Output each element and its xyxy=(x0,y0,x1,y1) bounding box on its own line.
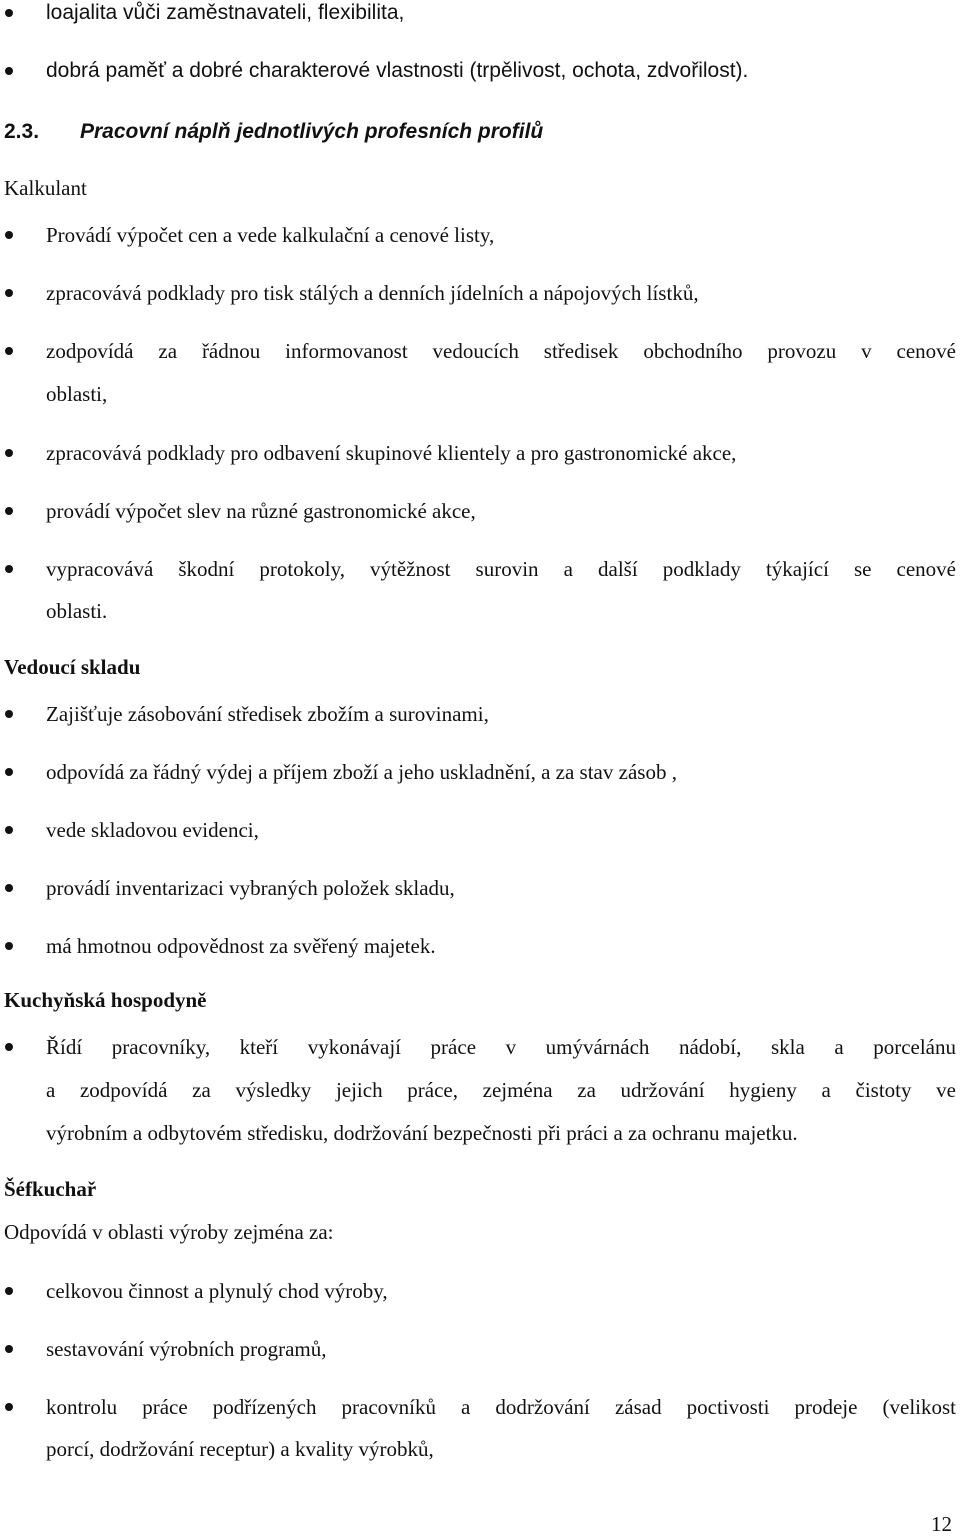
list-item: Zajišťuje zásobování středisek zbožím a surovinami, xyxy=(46,702,489,726)
bullet-icon xyxy=(5,449,13,457)
list-item: loajalita vůči zaměstnavateli, flexibilita, xyxy=(46,1,405,24)
list-item: celkovou činnost a plynulý chod výroby, xyxy=(46,1279,388,1303)
subheading-sefkuchar: Šéfkuchař xyxy=(4,1177,97,1201)
bullet-icon xyxy=(5,768,13,776)
subheading-kalkulant: Kalkulant xyxy=(4,176,87,200)
paragraph-line: výrobním a odbytovém středisku, dodržování bezpečnosti při práci a za ochranu majetku. xyxy=(46,1121,798,1145)
bullet-icon xyxy=(5,347,13,355)
bullet-icon xyxy=(5,710,13,718)
bullet-icon xyxy=(5,289,13,297)
bullet-icon xyxy=(5,1043,13,1051)
bullet-icon xyxy=(5,507,13,515)
list-item: kontrolu práce podřízených pracovníků a dodržování zásad poctivosti prodeje (velikost xyxy=(46,1395,956,1419)
list-item: provádí výpočet slev na různé gastronomické akce, xyxy=(46,499,476,523)
list-item: dobrá paměť a dobré charakterové vlastnosti (trpělivost, ochota, zdvořilost). xyxy=(46,59,749,82)
list-item: zpracovává podklady pro odbavení skupinové klientely a pro gastronomické akce, xyxy=(46,441,737,465)
bullet-icon xyxy=(5,884,13,892)
bullet-icon xyxy=(5,942,13,950)
list-item-continuation: oblasti. xyxy=(46,599,108,623)
list-item-continuation: porcí, dodržování receptur) a kvality výrobků, xyxy=(46,1437,434,1461)
list-item: zodpovídá za řádnou informovanost vedoucích středisek obchodního provozu v cenové xyxy=(46,339,956,363)
list-item: vede skladovou evidenci, xyxy=(46,818,259,842)
bullet-icon xyxy=(5,9,13,17)
list-item: vypracovává škodní protokoly, výtěžnost surovin a další podklady týkající se cenové xyxy=(46,557,956,581)
subheading-vedouci-skladu: Vedoucí skladu xyxy=(4,655,141,679)
list-item: provádí inventarizaci vybraných položek skladu, xyxy=(46,876,455,900)
list-item: má hmotnou odpovědnost za svěřený majetek. xyxy=(46,934,436,958)
page-number: 12 xyxy=(931,1512,952,1536)
list-item-continuation: oblasti, xyxy=(46,382,108,406)
bullet-icon xyxy=(5,1403,13,1411)
subheading-kuchynska-hospodyne: Kuchyňská hospodyně xyxy=(4,988,207,1012)
list-item: sestavování výrobních programů, xyxy=(46,1337,327,1361)
bullet-icon xyxy=(5,826,13,834)
section-number: 2.3. xyxy=(4,120,40,143)
list-item: zpracovává podklady pro tisk stálých a denních jídelních a nápojových lístků, xyxy=(46,281,699,305)
bullet-icon xyxy=(5,67,13,75)
intro-text: Odpovídá v oblasti výroby zejména za: xyxy=(4,1220,334,1244)
section-title: Pracovní náplň jednotlivých profesních profilů xyxy=(80,120,544,143)
bullet-icon xyxy=(5,1287,13,1295)
bullet-icon xyxy=(5,1345,13,1353)
bullet-icon xyxy=(5,565,13,573)
list-item: Provádí výpočet cen a vede kalkulační a cenové listy, xyxy=(46,223,495,247)
paragraph-line: Řídí pracovníky, kteří vykonávají práce v umývárnách nádobí, skla a porcelánu xyxy=(46,1035,956,1059)
bullet-icon xyxy=(5,231,13,239)
list-item: odpovídá za řádný výdej a příjem zboží a jeho uskladnění, a za stav zásob , xyxy=(46,760,677,784)
paragraph-line: a zodpovídá za výsledky jejich práce, zejména za udržování hygieny a čistoty ve xyxy=(46,1078,956,1102)
